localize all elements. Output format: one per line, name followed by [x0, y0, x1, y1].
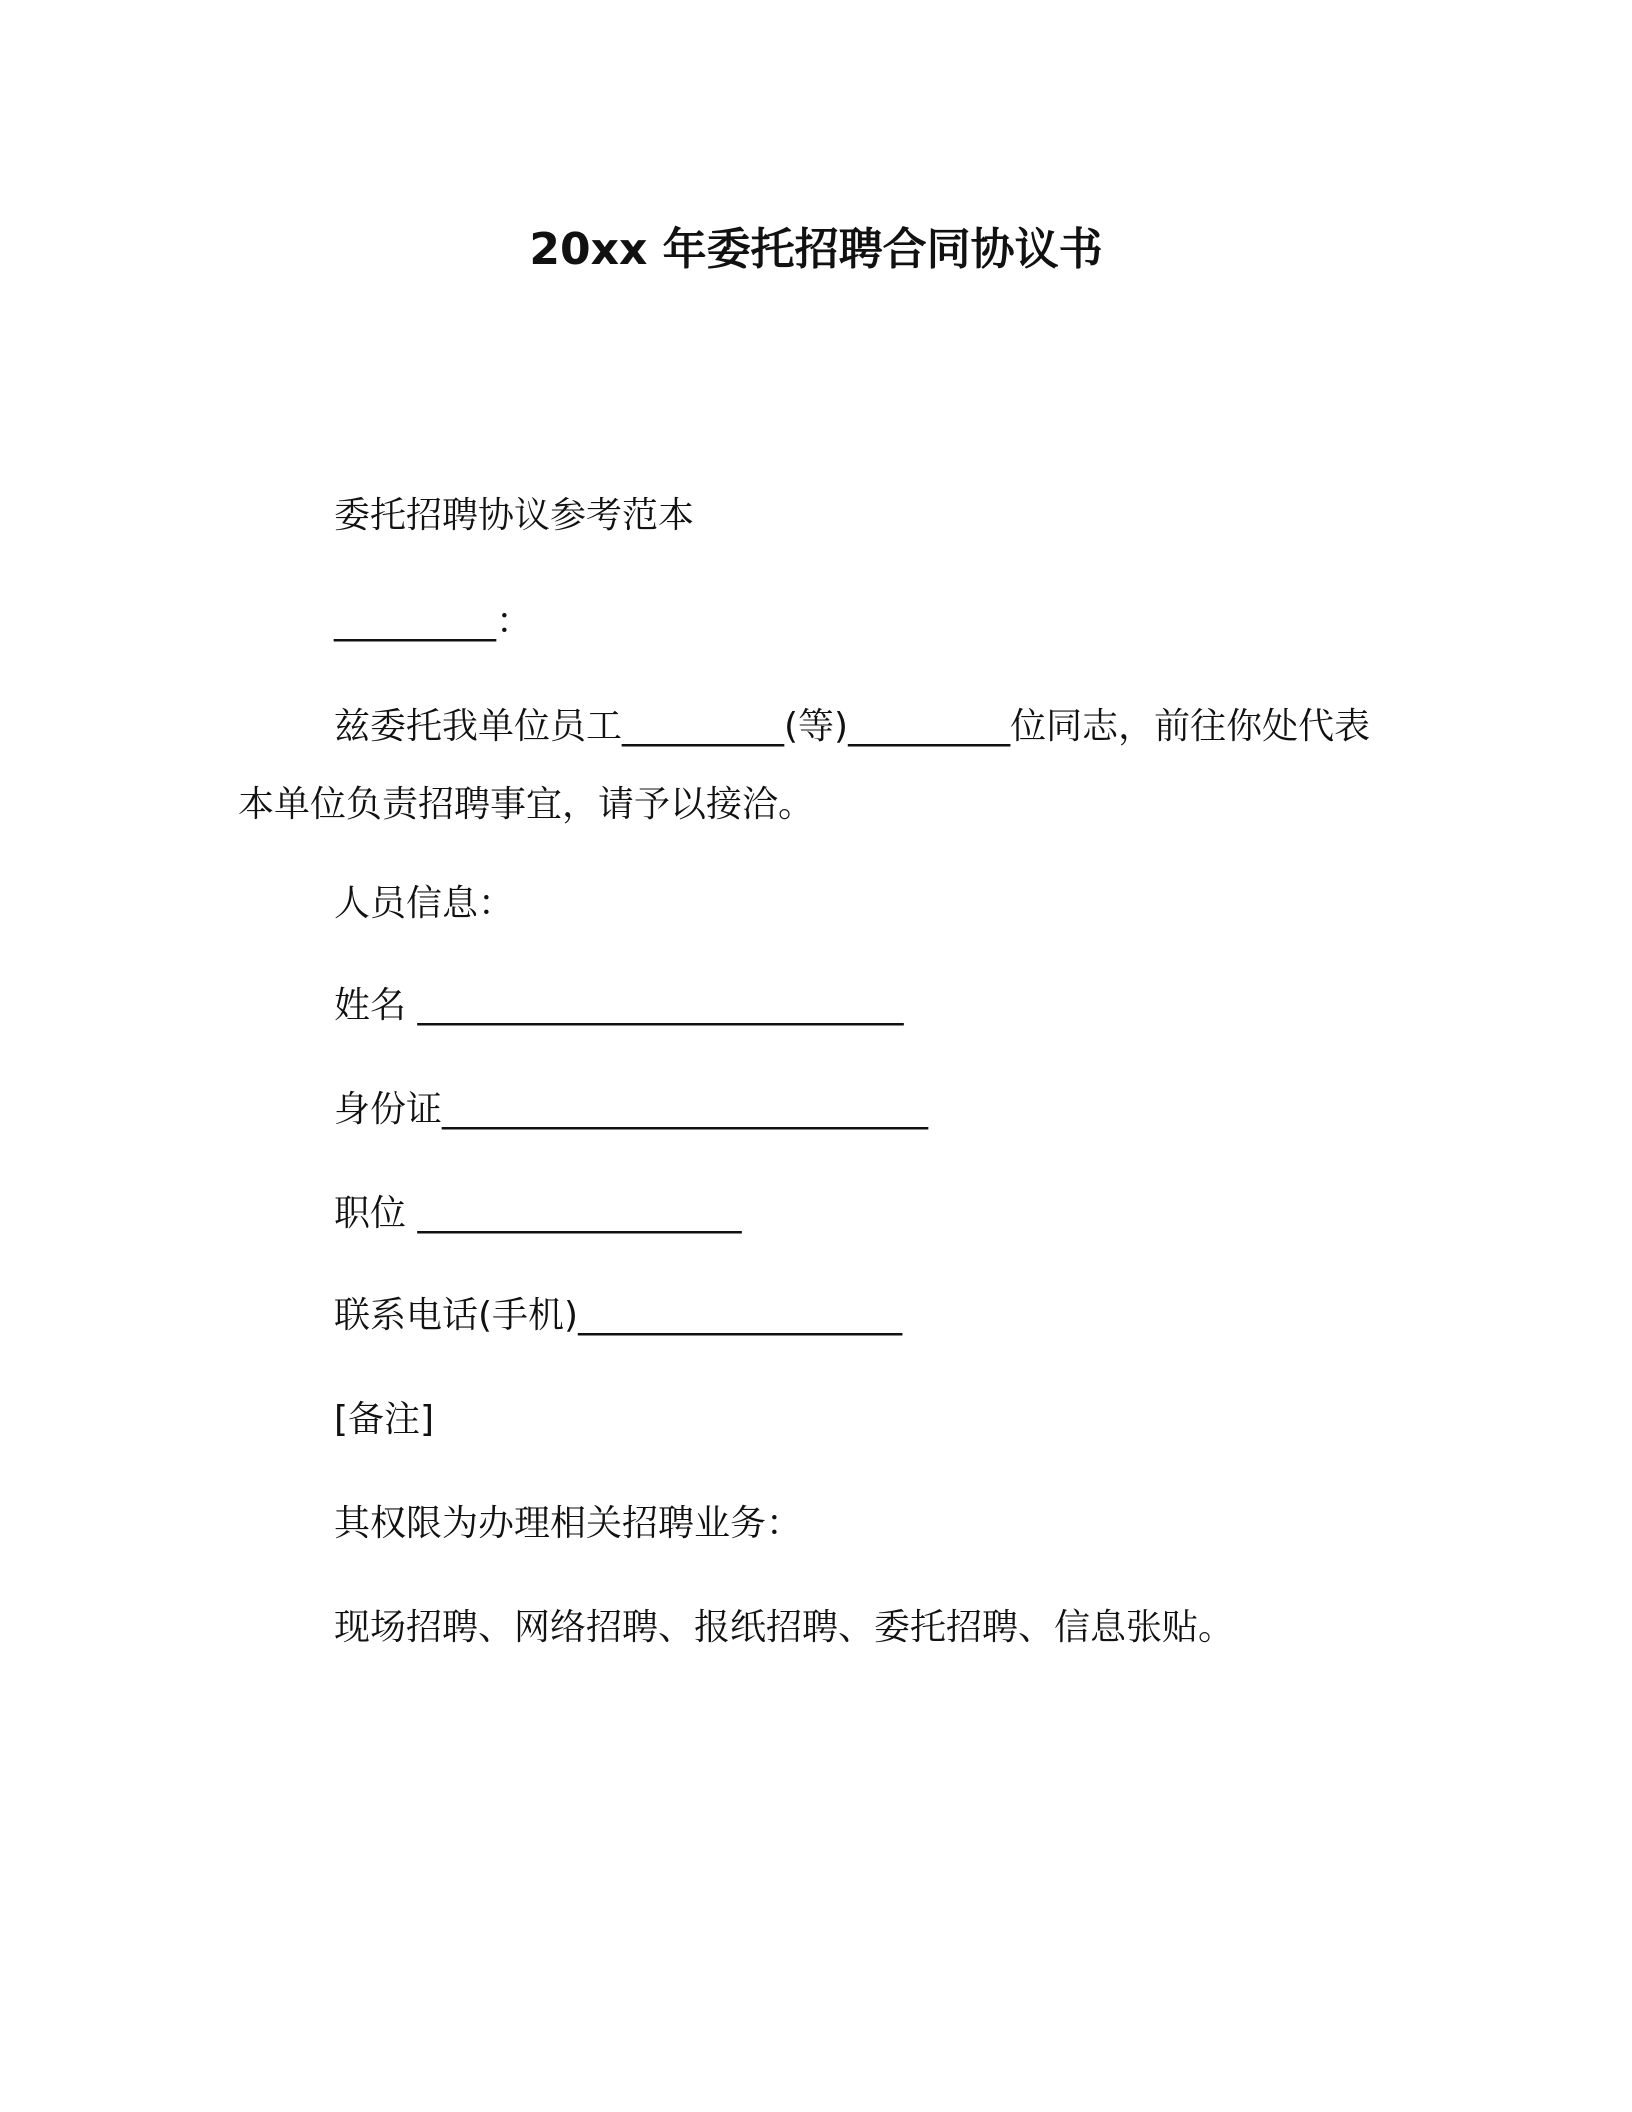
position-field: 职位 __________________ [334, 1193, 742, 1234]
name-field: 姓名 ___________________________ [334, 985, 904, 1026]
authority-text: 其权限为办理相关招聘业务： [334, 1503, 803, 1544]
remarks-label: [备注] [334, 1399, 435, 1440]
document-title: 20xx 年委托招聘合同协议书 [529, 224, 1103, 275]
document-subtitle: 委托招聘协议参考范本 [334, 495, 695, 536]
personnel-heading: 人员信息： [334, 883, 515, 924]
recruitment-methods: 现场招聘、网络招聘、报纸招聘、委托招聘、信息张贴。 [334, 1607, 1235, 1648]
phone-field: 联系电话(手机)__________________ [334, 1295, 903, 1336]
body-paragraph: 兹委托我单位员工_________(等)_________位同志，前往你处代表本单位负责招聘事宜，请予以接洽。 [238, 706, 1371, 825]
id-card-field: 身份证___________________________ [334, 1089, 929, 1130]
salutation-line: _________： [334, 601, 533, 642]
